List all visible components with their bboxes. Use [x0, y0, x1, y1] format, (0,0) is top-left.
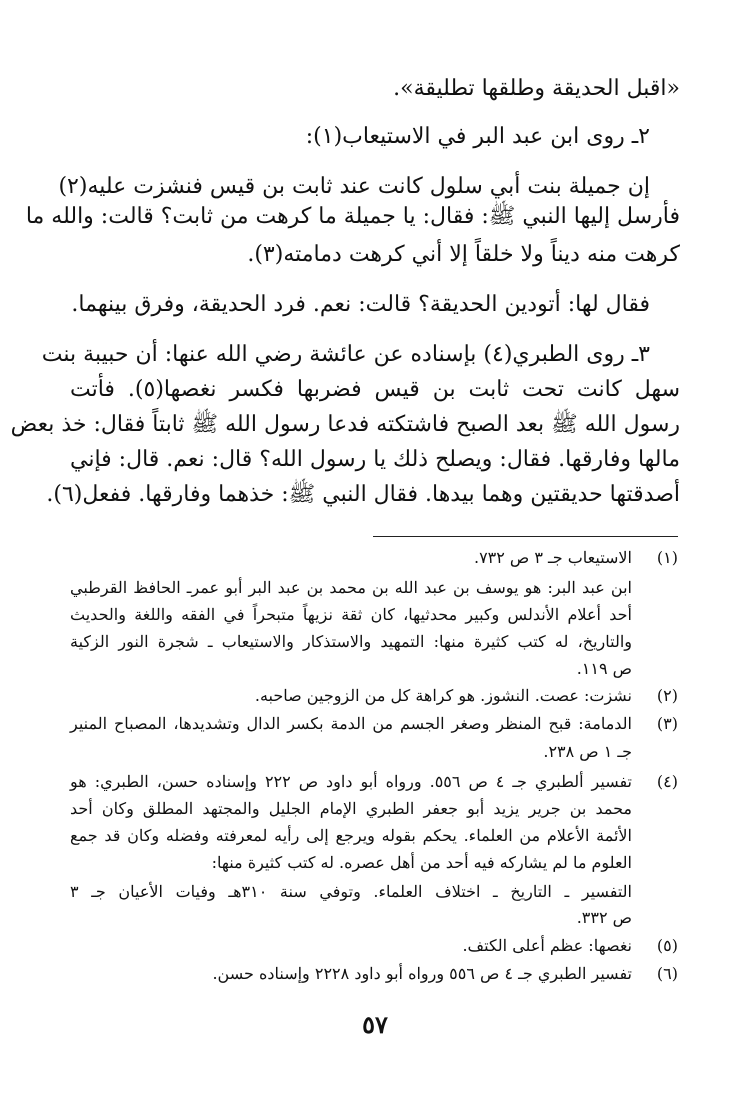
- body-line-1: «اقبل الحديقة وطلقها تطليقة».: [393, 76, 680, 101]
- body-line-5: كرهت منه ديناً ولا خلقاً إلا أني كرهت دمامته(٣).: [247, 242, 680, 267]
- footnote-1-line-3: أحد أعلام الأندلس وكبير محدثيها، كان ثقة نزيهاً متبحراً في الفقه واللغة والحديث: [70, 605, 632, 624]
- footnote-number-1: (١): [656, 548, 678, 567]
- body-line-11: أصدقتها حديقتين وهما بيدها. فقال النبي ﷺ: خذهما وفارقها. ففعل(٦).: [46, 482, 680, 507]
- footnote-1-line-2: ابن عبد البر: هو يوسف بن عبد الله بن محمد بن عبد البر أبو عمرـ الحافظ القرطبي: [70, 578, 632, 597]
- page-number: ٥٧: [362, 1010, 388, 1039]
- footnote-6-line-1: تفسير الطبري جـ ٤ ص ٥٥٦ ورواه أبو داود ٢٢٢٨ وإسناده حسن.: [212, 964, 632, 983]
- footnote-1-line-5: ص ١١٩.: [576, 659, 632, 678]
- footnote-number-4: (٤): [656, 772, 678, 791]
- footnote-4-line-2: محمد بن جرير يزيد أبو جعفر الطبري الإمام الجليل والمجتهد المطلق وكان أحد: [70, 799, 632, 818]
- body-line-10: مالها وفارقها. فقال: ويصلح ذلك يا رسول الله؟ قال: نعم. قال: فإني: [70, 447, 680, 472]
- footnote-3-line-1: الدمامة: قبح المنظر وصغر الجسم من الدمة بكسر الدال وتشديدها، المصباح المنير: [70, 714, 632, 733]
- footnote-number-5: (٥): [656, 936, 678, 955]
- footnote-number-2: (٢): [656, 686, 678, 705]
- footnote-4-line-6: ص ٣٣٢.: [576, 908, 632, 927]
- footnote-4-line-5: التفسير ـ التاريخ ـ اختلاف العلماء. وتوفي سنة ٣١٠هـ وفيات الأعيان جـ ٣: [70, 882, 632, 901]
- footnote-2-line-1: نشزت: عصت. النشوز. هو كراهة كل من الزوجين صاحبه.: [254, 686, 632, 705]
- body-line-3: إن جميلة بنت أبي سلول كانت عند ثابت بن قيس فنشزت عليه(٢): [58, 174, 650, 199]
- body-line-7: ٣ـ روى الطبري(٤) بإسناده عن عائشة رضي الله عنها: أن حبيبة بنت: [41, 342, 650, 367]
- footnote-4-line-1: تفسير ألطبري جـ ٤ ص ٥٥٦. ورواه أبو داود ص ٢٢٢ وإسناده حسن، الطبري: هو: [70, 772, 633, 791]
- footnote-number-6: (٦): [656, 964, 678, 983]
- footnote-divider: [373, 536, 678, 537]
- footnote-5-line-1: نغصها: عظم أعلى الكتف.: [462, 936, 632, 955]
- footnote-1-line-4: والتاريخ، له كتب كثيرة منها: التمهيد والاستذكار والاستيعاب ـ شجرة النور الزكية: [70, 632, 632, 651]
- footnote-1-line-1: الاستيعاب جـ ٣ ص ٧٣٢.: [473, 548, 632, 567]
- footnote-3-line-2: جـ ١ ص ٢٣٨.: [543, 742, 632, 761]
- footnote-4-line-4: العلوم ما لم يشاركه فيه أحد من أهل عصره. له كتب كثيرة منها:: [211, 853, 632, 872]
- body-line-4: فأرسل إليها النبي ﷺ: فقال: يا جميلة ما كرهت من ثابت؟ قالت: والله ما: [25, 204, 680, 229]
- body-line-2: ٢ـ روى ابن عبد البر في الاستيعاب(١):: [305, 124, 650, 149]
- footnote-4-line-3: الأئمة الأعلام من العلماء. يحكم بقوله ويرجع إلى رأيه لمعرفته وفضله وكان قد جمع: [70, 826, 632, 845]
- body-line-8: سهل كانت تحت ثابت بن قيس فضربها فكسر نغصها(٥). فأتت: [70, 377, 680, 402]
- body-line-9: رسول الله ﷺ بعد الصبح فاشتكته فدعا رسول الله ﷺ ثابتاً فقال: خذ بعض: [10, 412, 680, 437]
- footnote-number-3: (٣): [656, 714, 678, 733]
- body-line-6: فقال لها: أتودين الحديقة؟ قالت: نعم. فرد الحديقة، وفرق بينهما.: [71, 292, 650, 317]
